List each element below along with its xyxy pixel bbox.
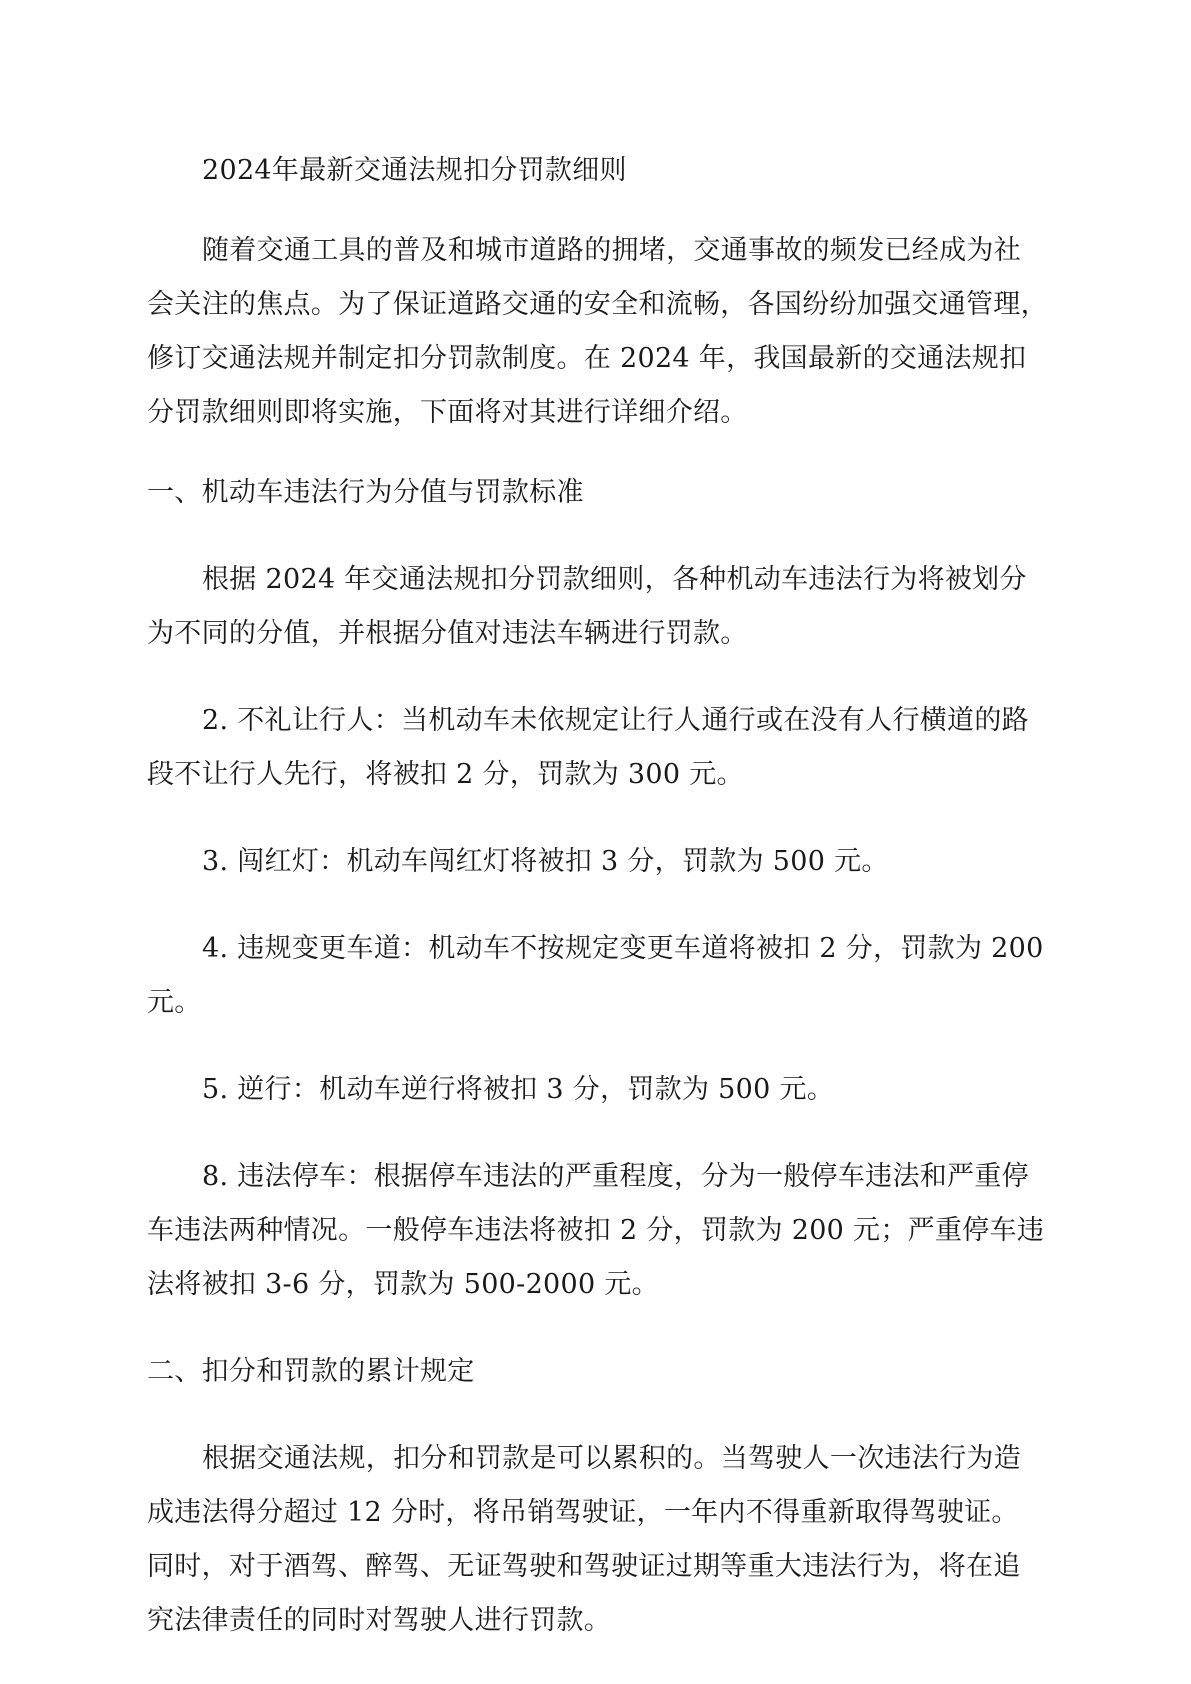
section-heading: 一、机动车违法行为分值与罚款标准 — [147, 477, 584, 508]
document-title: 2024年最新交通法规扣分罚款细则 — [202, 155, 627, 186]
paragraph-line: 修订交通法规并制定扣分罚款制度。在 2024 年，我国最新的交通法规扣 — [147, 343, 1027, 374]
paragraph-line: 随着交通工具的普及和城市道路的拥堵，交通事故的频发已经成为社 — [202, 235, 1021, 266]
paragraph-line: 8. 违法停车：根据停车违法的严重程度，分为一般停车违法和严重停 — [202, 1161, 1029, 1192]
paragraph-line: 究法律责任的同时对驾驶人进行罚款。 — [147, 1605, 612, 1636]
paragraph-line: 根据交通法规，扣分和罚款是可以累积的。当驾驶人一次违法行为造 — [202, 1443, 1021, 1474]
intro-paragraph — [147, 224, 1052, 440]
paragraph-line: 为不同的分值，并根据分值对违法车辆进行罚款。 — [147, 618, 748, 649]
document-page — [147, 144, 1052, 1648]
section-heading: 二、扣分和罚款的累计规定 — [147, 1356, 475, 1387]
paragraph-line: 分罚款细则即将实施，下面将对其进行详细介绍。 — [147, 397, 748, 428]
paragraph-line: 会关注的焦点。为了保证道路交通的安全和流畅，各国纷纷加强交通管理， — [147, 289, 1048, 320]
paragraph-line: 根据 2024 年交通法规扣分罚款细则，各种机动车违法行为将被划分 — [202, 564, 1027, 595]
paragraph-line: 成违法得分超过 12 分时，将吊销驾驶证，一年内不得重新取得驾驶证。 — [147, 1497, 1019, 1528]
paragraph-line: 5. 逆行：机动车逆行将被扣 3 分，罚款为 500 元。 — [202, 1074, 835, 1105]
paragraph-line: 法将被扣 3-6 分，罚款为 500-2000 元。 — [147, 1269, 659, 1300]
paragraph-line: 4. 违规变更车道：机动车不按规定变更车道将被扣 2 分，罚款为 200 — [202, 933, 1044, 964]
list-item — [147, 1063, 1052, 1117]
paragraph-line: 3. 闯红灯：机动车闯红灯将被扣 3 分，罚款为 500 元。 — [202, 846, 889, 877]
paragraph-line: 元。 — [147, 987, 202, 1018]
paragraph-line: 同时，对于酒驾、醉驾、无证驾驶和驾驶证过期等重大违法行为，将在追 — [147, 1551, 1021, 1582]
section1-paragraph — [147, 553, 1052, 661]
paragraph-line: 段不让行人先行，将被扣 2 分，罚款为 300 元。 — [147, 759, 744, 790]
paragraph-line: 车违法两种情况。一般停车违法将被扣 2 分，罚款为 200 元；严重停车违 — [147, 1215, 1045, 1246]
list-item — [147, 1150, 1052, 1312]
paragraph-line: 2. 不礼让行人：当机动车未依规定让行人通行或在没有人行横道的路 — [202, 705, 1029, 736]
list-item — [147, 694, 1052, 802]
list-item — [147, 922, 1052, 1030]
list-item — [147, 835, 1052, 889]
section2-paragraph — [147, 1432, 1052, 1648]
